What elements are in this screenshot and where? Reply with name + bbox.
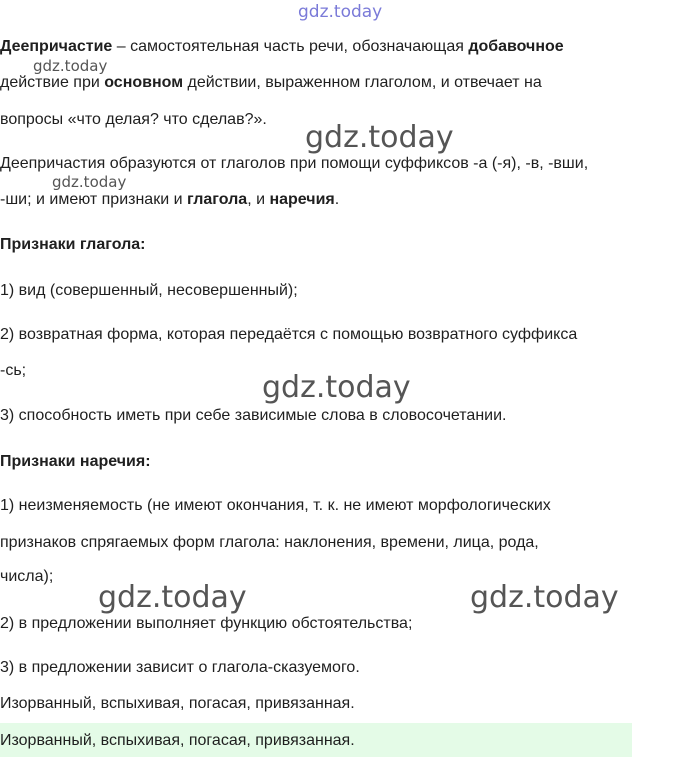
verb-item-1: 1) вид (совершенный, несовершенный); <box>0 282 298 299</box>
formation-line-2: -ши; и имеют признаки и глагола, и наречия. <box>0 191 340 208</box>
adverb-item-2: 2) в предложении выполняет функцию обстоятельства; <box>0 615 413 632</box>
adverb-item-1: 1) неизменяемость (не имеют окончания, т. к. не имеют морфологических <box>0 497 551 514</box>
watermark: gdz.today <box>470 580 619 615</box>
answer-line-highlighted: Изорванный, вспыхивая, погасая, привязанная. <box>0 732 355 749</box>
verb-item-3: 3) способность иметь при себе зависимые слова в словосочетании. <box>0 407 507 424</box>
adverb-item-3: 3) в предложении зависит о глагола-сказуемого. <box>0 659 360 676</box>
adverb-item-1-cont2: числа); <box>0 568 54 585</box>
adverb-heading: Признаки наречия: <box>0 453 151 470</box>
verb-item-2-cont: -сь; <box>0 362 27 379</box>
verb-item-2: 2) возвратная форма, которая передаётся с помощью возвратного суффикса <box>0 326 578 343</box>
watermark: gdz.today <box>98 580 247 615</box>
watermark: gdz.today <box>305 120 454 155</box>
watermark-top: gdz.today <box>298 2 383 22</box>
answer-line: Изорванный, вспыхивая, погасая, привязанная. <box>0 695 355 712</box>
formation-line-1: Деепричастия образуются от глаголов при помощи суффиксов -а (-я), -в, -вши, <box>0 155 589 172</box>
watermark: gdz.today <box>33 57 108 75</box>
definition-line-2: действие при основном действии, выраженном глаголом, и отвечает на <box>0 74 542 91</box>
verb-heading: Признаки глагола: <box>0 236 146 253</box>
adverb-item-1-cont: признаков спрягаемых форм глагола: наклонения, времени, лица, рода, <box>0 534 539 551</box>
watermark: gdz.today <box>52 173 127 191</box>
watermark: gdz.today <box>262 370 411 405</box>
definition-line-3: вопросы «что делая? что сделав?». <box>0 111 267 128</box>
definition-line-1: Деепричастие – самостоятельная часть речи, обозначающая добавочное <box>0 38 564 55</box>
